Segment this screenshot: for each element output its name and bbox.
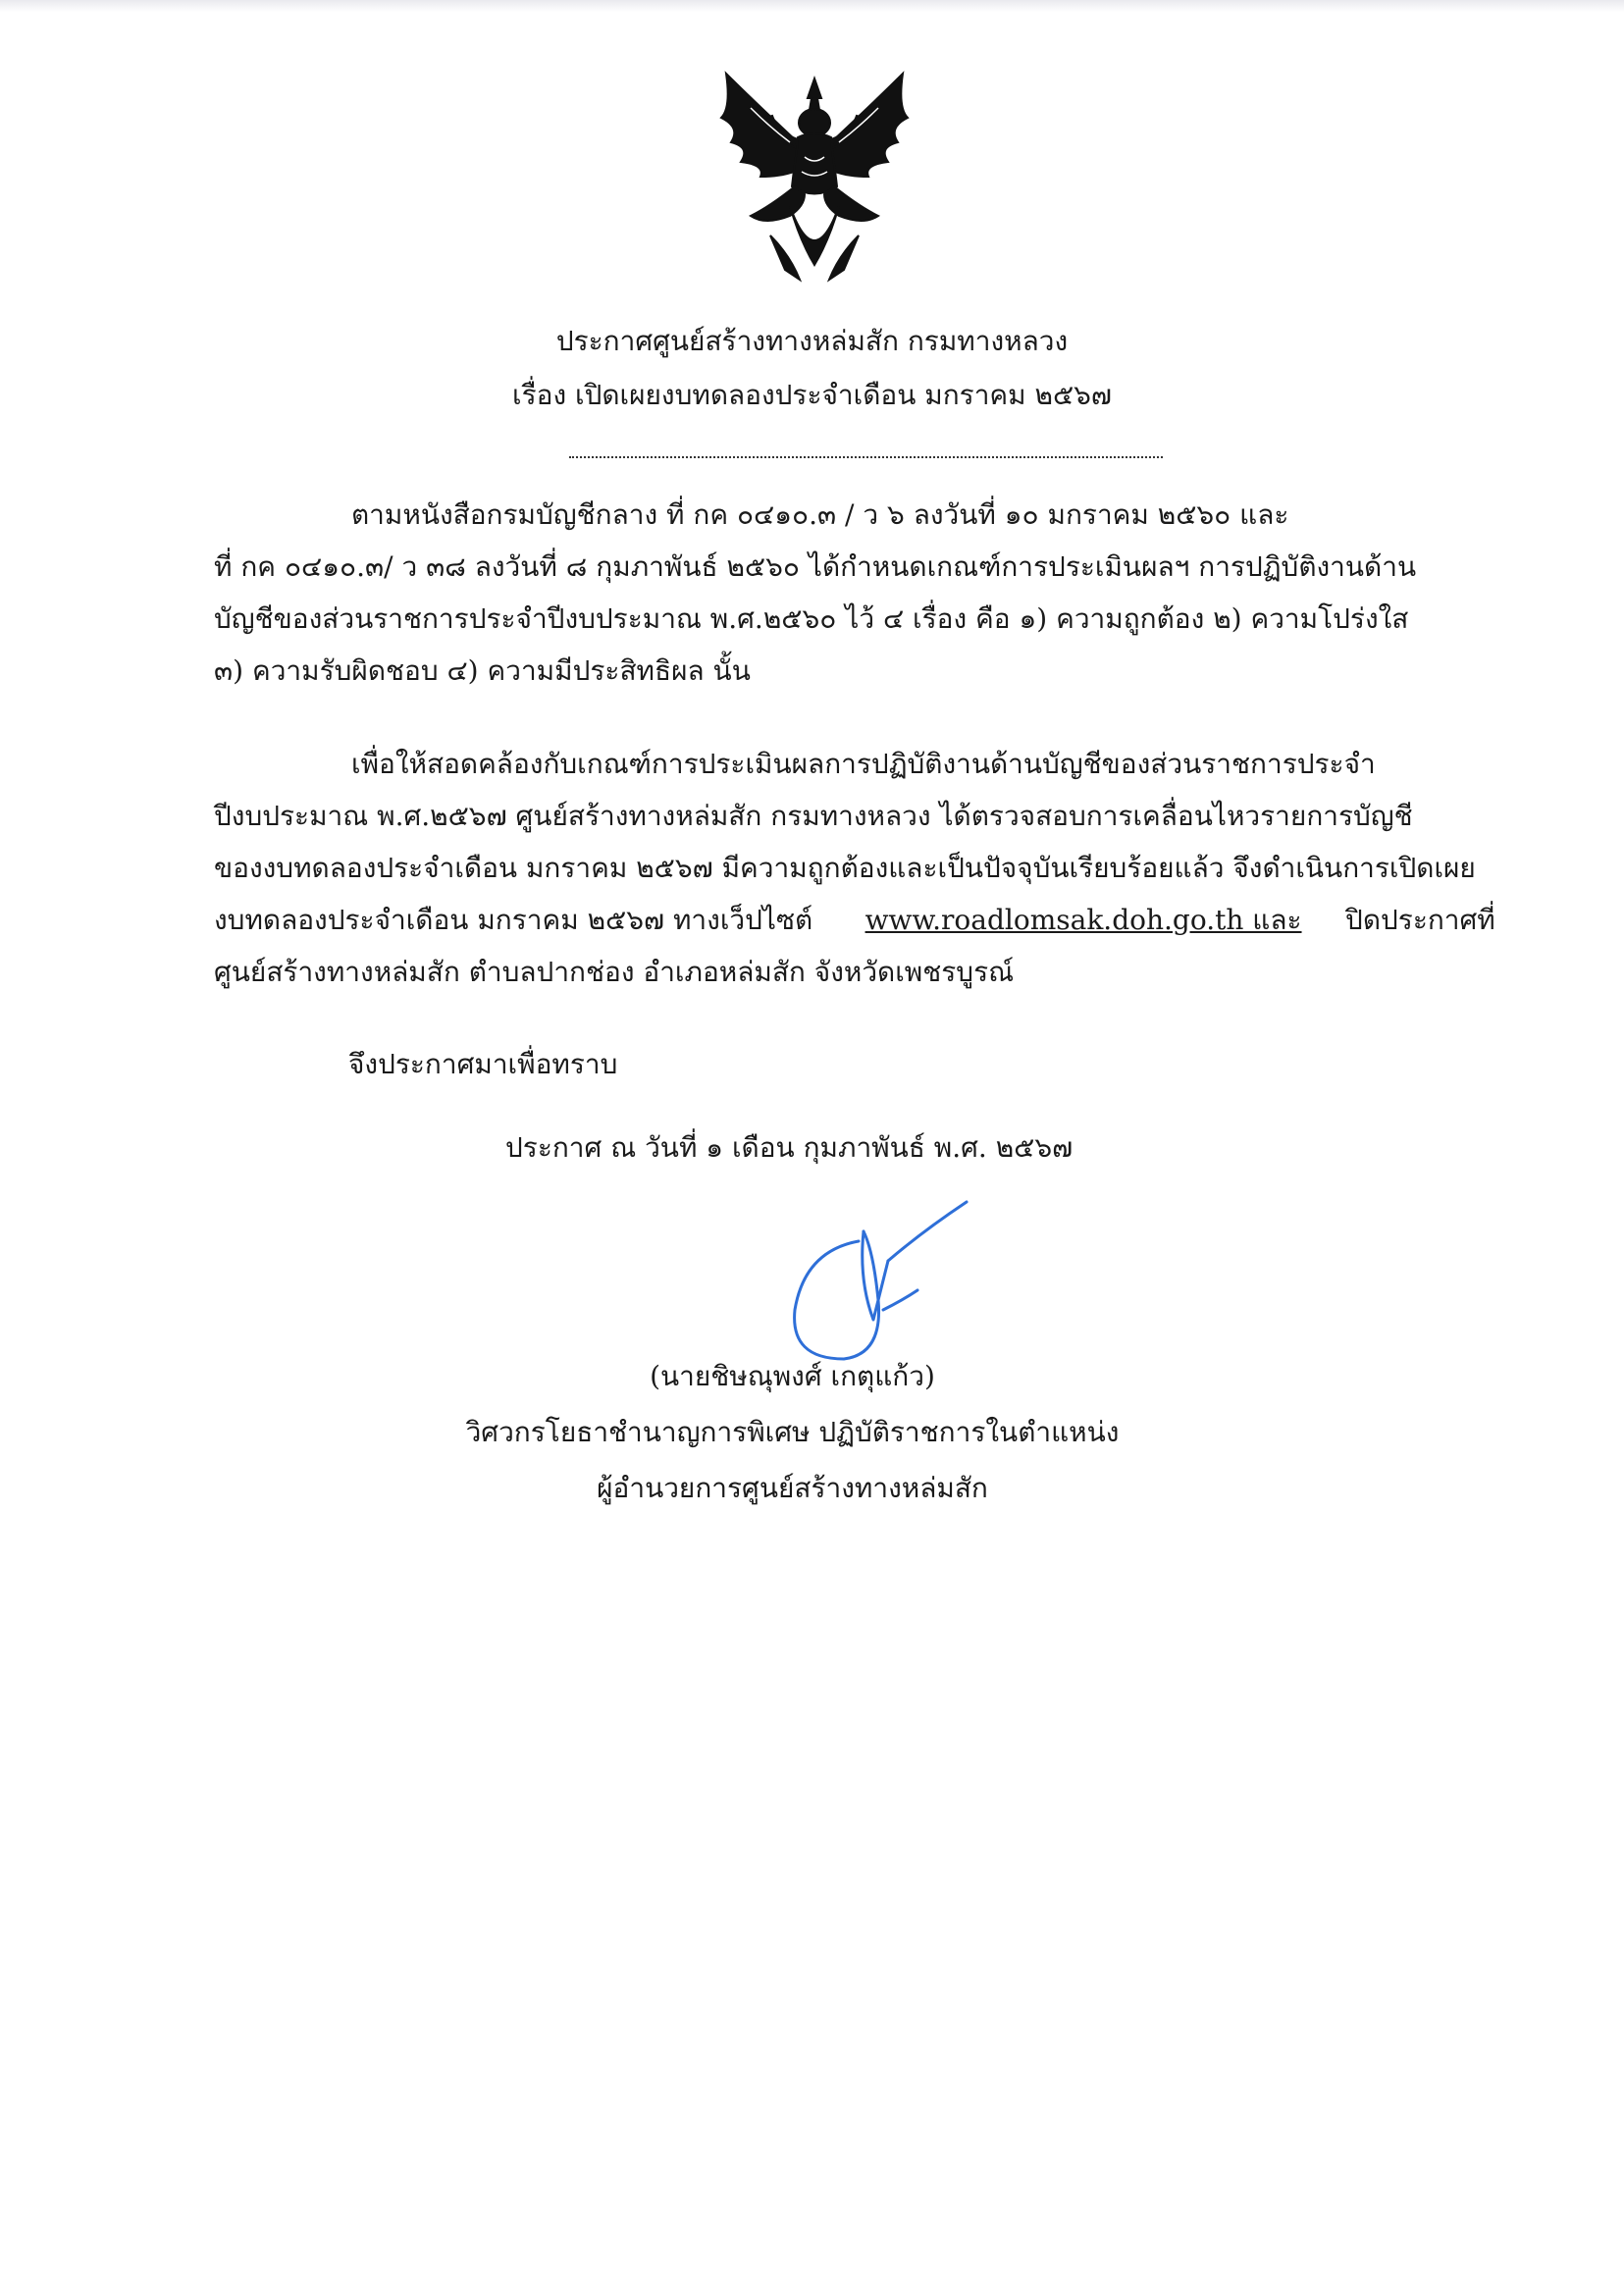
announcement-title: ประกาศศูนย์สร้างทางหล่มสัก กรมทางหลวง xyxy=(555,325,1069,357)
paragraph-2-line-4-text: งบทดลองประจำเดือน มกราคม ๒๕๖๗ ทางเว็ปไซต์ xyxy=(214,904,813,936)
garuda-emblem-icon xyxy=(711,69,917,289)
paragraph-2-line-4-end: ปิดประกาศที่ xyxy=(1345,904,1495,936)
paragraph-1-line-4: ๓) ความรับผิดชอบ ๔) ความมีประสิทธิผล นั้น xyxy=(214,654,751,687)
paragraph-2-line-2: ปีงบประมาณ พ.ศ.๒๕๖๗ ศูนย์สร้างทางหล่มสัก กรมทางหลวง ได้ตรวจสอบการเคลื่อนไหวรายการบัญชี xyxy=(214,800,1413,832)
signatory-name: (นายชิษณุพงศ์ เกตุแก้ว) xyxy=(650,1360,935,1392)
paragraph-2-line-1: เพื่อให้สอดคล้องกับเกณฑ์การประเมินผลการปฏิบัติงานด้านบัญชีของส่วนราชการประจำ xyxy=(351,748,1376,780)
scan-edge xyxy=(0,0,1624,12)
announcement-subject: เรื่อง เปิดเผยงบทดลองประจำเดือน มกราคม ๒๕๖๗ xyxy=(512,379,1112,411)
paragraph-2-line-4 xyxy=(214,894,1495,946)
separator-dotted-line xyxy=(569,456,1163,458)
signatory-position: วิศวกรโยธาชำนาญการพิเศษ ปฏิบัติราชการในตำแหน่ง xyxy=(465,1416,1120,1448)
signatory-office: ผู้อำนวยการศูนย์สร้างทางหล่มสัก xyxy=(597,1472,988,1504)
paragraph-1-line-3: บัญชีของส่วนราชการประจำปีงบประมาณ พ.ศ.๒๕๖๐ ไว้ ๔ เรื่อง คือ ๑) ความถูกต้อง ๒) ความโปร่งใส xyxy=(214,602,1409,635)
paragraph-2-line-5: ศูนย์สร้างทางหล่มสัก ตำบลปากช่อง อำเภอหล่มสัก จังหวัดเพชรบูรณ์ xyxy=(214,956,1015,988)
paragraph-1-line-1: ตามหนังสือกรมบัญชีกลาง ที่ กค ๐๔๑๐.๓ / ว ๖ ลงวันที่ ๑๐ มกราคม ๒๕๖๐ และ xyxy=(351,498,1289,531)
paragraph-1-line-2: ที่ กค ๐๔๑๐.๓/ ว ๓๘ ลงวันที่ ๘ กุมภาพันธ์ ๒๕๖๐ ได้กำหนดเกณฑ์การประเมินผลฯ การปฏิบัติงานด้าน xyxy=(214,550,1417,583)
closing-statement: จึงประกาศมาเพื่อทราบ xyxy=(348,1048,618,1080)
paragraph-1 xyxy=(214,489,1416,697)
paragraph-2-line-3: ของงบทดลองประจำเดือน มกราคม ๒๕๖๗ มีความถูกต้องและเป็นปัจจุบันเรียบร้อยแล้ว จึงดำเนินการเปิดเผย xyxy=(214,852,1476,884)
website-link[interactable]: www.roadlomsak.doh.go.th และ xyxy=(864,904,1302,936)
signature-icon xyxy=(765,1192,991,1379)
announcement-date: ประกาศ ณ วันที่ ๑ เดือน กุมภาพันธ์ พ.ศ. ๒๕๖๗ xyxy=(505,1131,1074,1164)
paragraph-2 xyxy=(214,738,1495,998)
